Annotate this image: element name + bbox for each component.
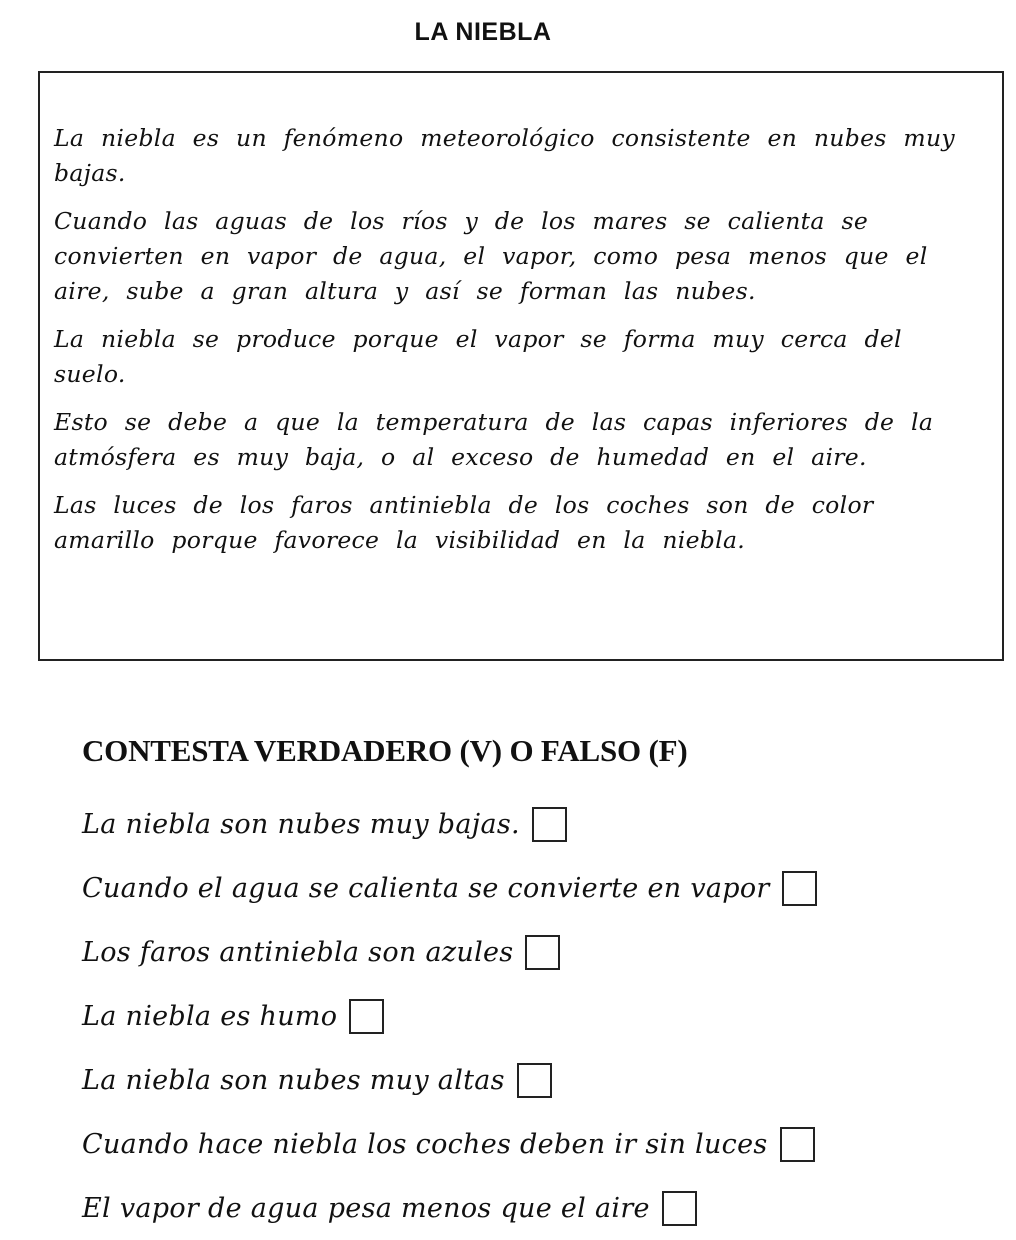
answer-checkbox-4[interactable] bbox=[349, 999, 384, 1034]
reading-paragraph-4: Esto se debe a que la temperatura de las capas inferiores de la atmósfera es muy baja, o al exceso de humedad en el aire. bbox=[54, 408, 934, 471]
reading-paragraph-2: Cuando las aguas de los ríos y de los mares se calienta se convierten en vapor de agua, el vapor, como pesa menos que el aire, sube a gran altura y así se forman las nubes. bbox=[54, 207, 928, 305]
reading-paragraph-3: La niebla se produce porque el vapor se forma muy cerca del suelo. bbox=[54, 325, 902, 388]
quiz-question-5 bbox=[82, 1048, 982, 1112]
quiz-question-3 bbox=[82, 920, 982, 984]
answer-checkbox-5[interactable] bbox=[517, 1063, 552, 1098]
answer-checkbox-2[interactable] bbox=[782, 871, 817, 906]
quiz-question-7 bbox=[82, 1176, 982, 1240]
question-text: La niebla son nubes muy altas bbox=[82, 1064, 505, 1096]
question-text: El vapor de agua pesa menos que el aire bbox=[82, 1192, 650, 1224]
quiz-question-4 bbox=[82, 984, 982, 1048]
quiz-question-6 bbox=[82, 1112, 982, 1176]
question-text: Cuando el agua se calienta se convierte en vapor bbox=[82, 872, 770, 904]
question-text: Cuando hace niebla los coches deben ir sin luces bbox=[82, 1128, 768, 1160]
answer-checkbox-3[interactable] bbox=[525, 935, 560, 970]
worksheet-title: LA NIEBLA bbox=[414, 18, 552, 46]
reading-text-box bbox=[38, 71, 1004, 661]
reading-paragraph-1: La niebla es un fenómeno meteorológico consistente en nubes muy bajas. bbox=[54, 124, 956, 187]
answer-checkbox-1[interactable] bbox=[532, 807, 567, 842]
question-text: La niebla es humo bbox=[82, 1000, 338, 1032]
quiz-question-2 bbox=[82, 856, 982, 920]
quiz-heading: CONTESTA VERDADERO (V) O FALSO (F) bbox=[82, 733, 688, 768]
quiz-question-list bbox=[82, 792, 982, 1240]
answer-checkbox-6[interactable] bbox=[780, 1127, 815, 1162]
answer-checkbox-7[interactable] bbox=[662, 1191, 697, 1226]
question-text: Los faros antiniebla son azules bbox=[82, 936, 514, 968]
reading-paragraph-5: Las luces de los faros antiniebla de los coches son de color amarillo porque favorece la visibilidad en la niebla. bbox=[54, 491, 874, 554]
quiz-question-1 bbox=[82, 792, 982, 856]
question-text: La niebla son nubes muy bajas. bbox=[82, 808, 520, 840]
